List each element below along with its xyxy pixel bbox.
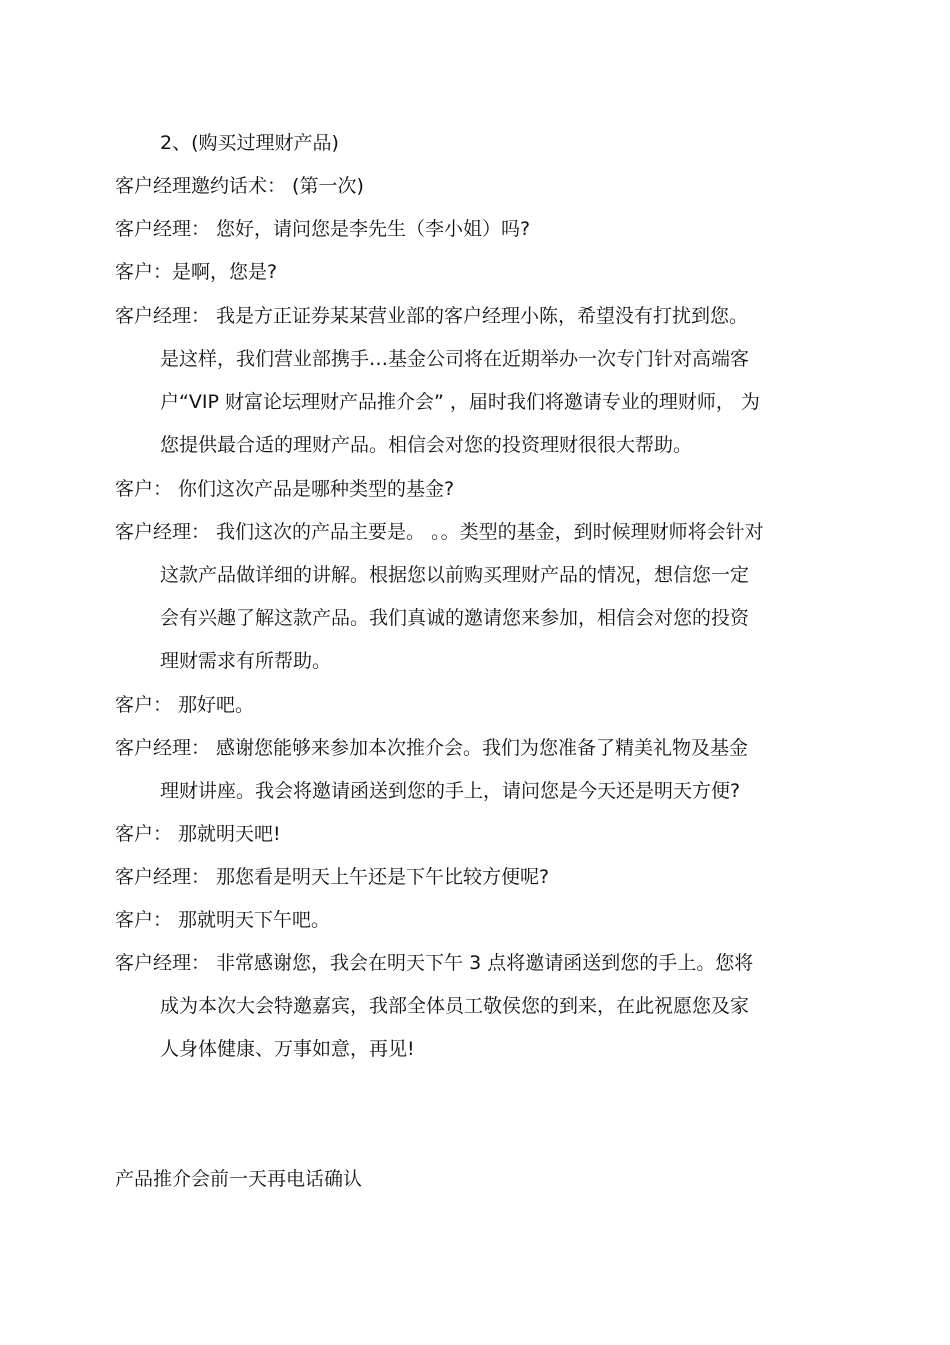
footer-note: 产品推介会前一天再电话确认 [115, 1168, 363, 1190]
dialogue-line: 客户： 你们这次产品是哪种类型的基金? [115, 478, 455, 500]
dialogue-line: 客户： 那就明天下午吧。 [115, 909, 331, 931]
dialogue-line: 这款产品做详细的讲解。根据您以前购买理财产品的情况，想信您一定 [160, 564, 750, 586]
dialogue-line: 理财讲座。我会将邀请函送到您的手上，请问您是今天还是明天方便? [160, 780, 741, 802]
dialogue-line: 客户经理： 那您看是明天上午还是下午比较方便呢? [115, 866, 550, 888]
section-heading: 2、(购买过理财产品) [160, 132, 339, 154]
dialogue-line: 客户： 那就明天吧! [115, 823, 281, 845]
section-subheading: 客户经理邀约话术： (第一次) [115, 175, 364, 197]
dialogue-line: 客户经理： 非常感谢您，我会在明天下午 3 点将邀请函送到您的手上。您将 [115, 952, 754, 974]
dialogue-line: 您提供最合适的理财产品。相信会对您的投资理财很很大帮助。 [160, 434, 693, 456]
dialogue-line: 客户经理： 我们这次的产品主要是。 。。类型的基金，到时候理财师将会针对 [115, 521, 764, 543]
dialogue-line: 会有兴趣了解这款产品。我们真诚的邀请您来参加，相信会对您的投资 [160, 607, 750, 629]
dialogue-line: 客户经理： 我是方正证券某某营业部的客户经理小陈，希望没有打扰到您。 [115, 305, 749, 327]
dialogue-line: 理财需求有所帮助。 [160, 650, 332, 672]
dialogue-line: 客户： 那好吧。 [115, 694, 255, 716]
dialogue-line: 客户：是啊，您是? [115, 261, 278, 283]
dialogue-line: 客户经理： 感谢您能够来参加本次推介会。我们为您准备了精美礼物及基金 [115, 737, 749, 759]
dialogue-line: 是这样，我们营业部携手…基金公司将在近期举办一次专门针对高端客 [160, 348, 750, 370]
dialogue-line: 客户经理： 您好，请问您是李先生（李小姐）吗? [115, 218, 531, 240]
dialogue-line: 成为本次大会特邀嘉宾，我部全体员工敬侯您的到来，在此祝愿您及家 [160, 995, 750, 1017]
dialogue-line: 户“VIP 财富论坛理财产品推介会” ，届时我们将邀请专业的理财师， 为 [160, 391, 760, 413]
dialogue-line: 人身体健康、万事如意，再见! [160, 1038, 415, 1060]
